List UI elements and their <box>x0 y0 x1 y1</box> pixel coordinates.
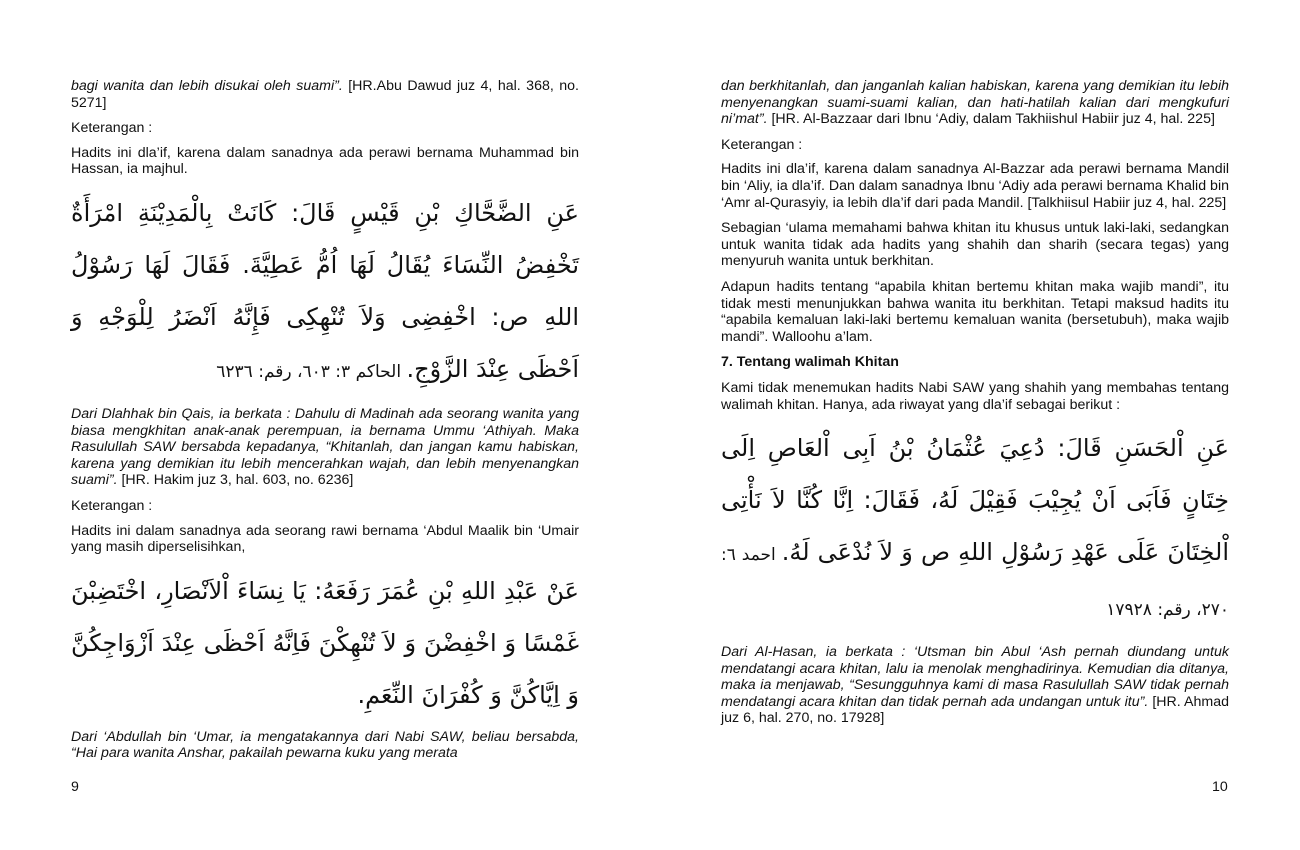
translation-italic: bagi wanita dan lebih disukai oleh suami”. <box>71 78 343 94</box>
translation-italic: dan berkhitanlah, dan janganlah kalian habiskan, karena yang demikian itu lebih menyenangkan suami-suami kalian, dan hati-hatilah kalian dari mengkufuri ni’mat”. <box>721 78 1229 128</box>
translation-paragraph-1 <box>71 406 579 489</box>
paragraph-adapun: Adapun hadits tentang “apabila khitan bertemu khitan maka wajib mandi”, itu tidak mesti menunjukkan bahwa wanita itu berkhitan. Tetapi maksud hadits itu “apabila kemaluan laki-laki bertemu kemaluan wanita (bersetubuh), maka wajib mandi”. Walloohu a’lam. <box>721 278 1229 345</box>
arabic-hadith-2 <box>71 565 579 721</box>
translation-italic: Dari ‘Abdullah bin ‘Umar, ia mengatakannya dari Nabi SAW, beliau bersabda, “Hai para wanita Anshar, pakailah pewarna kuku yang merata <box>71 728 579 762</box>
paragraph-kami: Kami tidak menemukan hadits Nabi SAW yang shahih yang membahas tentang walimah khitan. Hanya, ada riwayat yang dla’if sebagai berikut : <box>721 379 1229 413</box>
continuation-paragraph <box>721 78 1229 128</box>
paragraph-sebagian: Sebagian ‘ulama memahami bahwa khitan itu khusus untuk laki-laki, sedangkan untuk wanita tidak ada hadits yang shahih dan sharih (secara tegas) yang menyuruh wanita untuk berkhitan. <box>721 220 1229 270</box>
arabic-text: عَنْ عَبْدِ اللهِ بْنِ عُمَرَ رَفَعَهُ: يَا نِسَاءَ اْلاَنْصَارِ، اخْتَضِبْنَ غَمْسًا وَ اخْفِضْنَ وَ لاَ تُنْهِكْنَ فَاِنَّهُ اَحْظَى عِنْدَ اَزْوَاجِكُنَّ وَ اِيَّاكُنَّ وَ كُفْرَانَ النِّعَمِ. <box>71 576 579 709</box>
hadith-reference: [HR. Al-Bazzaar dari Ibnu ‘Adiy, dalam Takhiishul Habiir juz 4, hal. 225] <box>767 111 1215 128</box>
arabic-reference: الحاكم ٣: ٦٠٣، رقم: ٦٢٣٦ <box>216 361 407 382</box>
page-number-left: 9 <box>71 779 79 795</box>
right-page <box>721 78 1229 736</box>
keterangan-text: Hadits ini dalam sanadnya ada seorang rawi bernama ‘Abdul Maalik bin ‘Umair yang masih diperselisihkan, <box>71 522 579 556</box>
translation-paragraph-3 <box>721 644 1229 727</box>
keterangan-text: Hadits ini dla’if, karena dalam sanadnya ada perawi bernama Muhammad bin Hassan, ia majhul. <box>71 144 579 178</box>
left-page <box>71 78 579 771</box>
page-number-right: 10 <box>1212 779 1228 795</box>
keterangan-label: Keterangan : <box>721 136 803 153</box>
continuation-paragraph <box>71 78 579 111</box>
hadith-reference: [HR.Abu Dawud juz 4, hal. 368, no. 5271] <box>71 78 579 111</box>
arabic-hadith-1 <box>71 187 579 398</box>
hadith-reference: [HR. Ahmad juz 6, hal. 270, no. 17928] <box>721 693 1230 727</box>
arabic-text: عَنِ الضَّحَّاكِ بْنِ قَيْسٍ قَالَ: كَانَتْ بِالْمَدِيْنَةِ امْرَأَةٌ تَخْفِضُ النِّسَاءَ يُقَالُ لَهَا اُمُّ عَطِيَّةَ. فَقَالَ لَهَا رَسُوْلُ اللهِ ص: اخْفِضِى وَلاَ تُنْهِكِى فَإِنَّهُ اَنْضَرُ لِلْوَجْهِ وَ اَحْظَى عِنْدَ الزَّوْجِ. <box>71 198 579 383</box>
arabic-reference: احمد ٦: ٢٧٠، رقم: ١٧٩٢٨ <box>721 545 1229 621</box>
translation-italic: Dari Dlahhak bin Qais, ia berkata : Dahulu di Madinah ada seorang wanita yang biasa mengkhitan anak-anak perempuan, ia bernama Ummu ‘Athiyah. Maka Rasulullah SAW bersabda kepadanya, “Khitanlah, dan jangan kamu habiskan, karena yang demikian itu lebih mencerahkan wajah, dan lebih menyenangkan suami”. <box>71 405 579 489</box>
keterangan-text: Hadits ini dla’if, karena dalam sanadnya Al-Bazzar ada perawi bernama Mandil bin ‘Aliy, ia dla’if. Dan dalam sanadnya Ibnu ‘Adiy ada perawi bernama Khalid bin ‘Amr al-Qurasyiy, ia lebih dla’if dari pada Mandil. [Talkhiisul Habiir juz 4, hal. 225] <box>721 161 1229 211</box>
arabic-text: عَنِ اْلحَسَنِ قَالَ: دُعِيَ عُثْمَانُ بْنُ اَبِى اْلعَاصِ اِلَى خِتَانٍ فَاَبَى اَنْ يُجِيْبَ فَقِيْلَ لَهُ، فَقَالَ: اِنَّا كُنَّا لاَ نَأْتِى اْلخِتَانَ عَلَى عَهْدِ رَسُوْلِ اللهِ ص وَ لاَ نُدْعَى لَهُ. <box>721 434 1230 567</box>
hadith-reference: [HR. Hakim juz 3, hal. 603, no. 6236] <box>117 472 354 489</box>
translation-italic: Dari Al-Hasan, ia berkata : ‘Utsman bin Abul ‘Ash pernah diundang untuk mendatangi acara khitan, lalu ia menolak menghadirinya. Kemudian dia ditanya, maka ia menjawab, “Sesungguhnya kami di masa Rasulullah SAW tidak pernah mendatangi acara khitan dan tidak pernah ada undangan untuk itu”. <box>721 644 1229 710</box>
translation-paragraph-2 <box>71 729 579 762</box>
keterangan-label: Keterangan : <box>71 497 153 514</box>
arabic-hadith-3 <box>721 422 1229 636</box>
section-heading: 7. Tentang walimah Khitan <box>721 354 899 371</box>
keterangan-label: Keterangan : <box>71 120 153 137</box>
